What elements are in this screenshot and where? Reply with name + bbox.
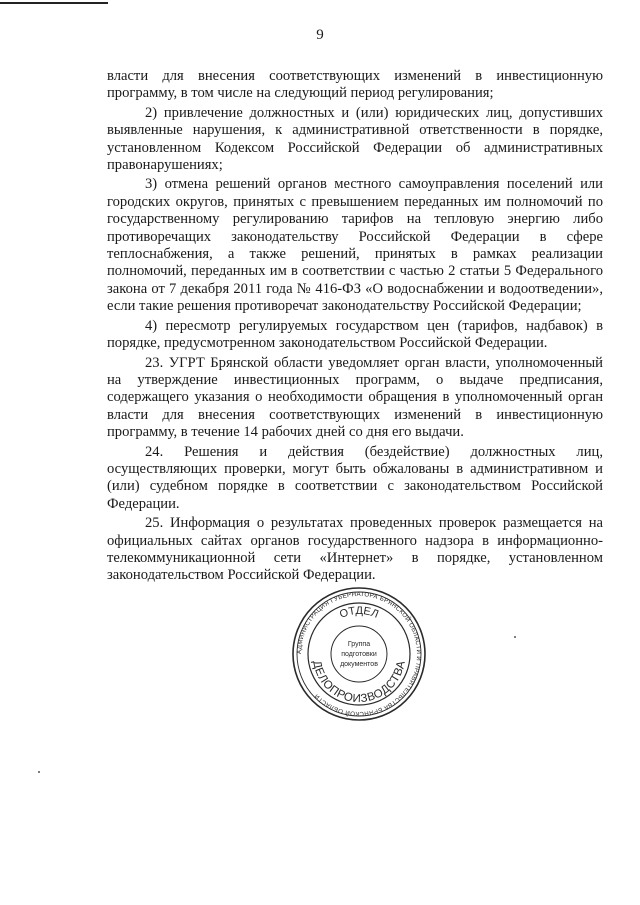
page-number: 9 [316,27,324,43]
scan-speck [514,636,516,638]
stamp-center-line-2: подготовки [341,651,377,658]
paragraph-item-2: 2) привлечение должностных и (или) юридических лиц, допустивших выявленные нарушения, к административной ответственности в порядке, установленном Кодексом Российской Федерации об административных правонарушениях; [107,104,603,174]
document-body [107,68,603,587]
scan-speck [38,771,40,773]
paragraph-continuation: власти для внесения соответствующих изменений в инвестиционную программу, в том числе на следующий период регулирования; [107,68,603,102]
paragraph-24: 24. Решения и действия (бездействие) должностных лиц, осуществляющих проверки, могут быть обжалованы в административном и (или) судебном порядке в соответствии с законодательством Российской Федерации. [107,443,603,512]
paragraph-25: 25. Информация о результатах проведенных проверок размещается на официальных сайтах органов государственного надзора в информационно-телекоммуникационной сети «Интернет» в порядке, установленном законодательством Российской Федерации. [107,515,603,584]
stamp-department-text: ОТДЕЛ [337,604,381,621]
paragraph-item-3: 3) отмена решений органов местного самоуправления поселений или городских округов, принятых с превышением переданных им полномочий по государственному регулированию тарифов на тепловую энергию либо противоречащих законодательству Российской Федерации в сфере теплоснабжения, а также решений, принятых в рамках реализации полномочий, переданных им в соответствии с частью 2 статьи 5 Федерального закона от 7 декабря 2011 года № 416-ФЗ «О водоснабжении и водоотведении», если такие решения противоречат законодательству Российской Федерации; [107,176,603,315]
stamp-center-line-1: Группа [347,641,371,648]
stamp-outer-ring-text: АДМИНИСТРАЦИЯ ГУБЕРНАТОРА БРЯНСКОЙ ОБЛАСТИ И ПРАВИТЕЛЬСТВА БРЯНСКОЙ ОБЛАСТИ [295,590,423,718]
official-stamp [283,586,435,722]
top-rule [0,2,108,4]
paragraph-23: 23. УГРТ Брянской области уведомляет орган власти, уполномоченный на утверждение инвестиционных программ, о выдаче предписания, содержащего указания о необходимости обращения в уполномоченный орган власти для внесения соответствующих изменений в инвестиционную программу, в течение 14 рабочих дней со дня его выдачи. [107,354,603,441]
stamp-office-text: ДЕЛОПРОИЗВОДСТВА [310,659,408,706]
paragraph-item-4: 4) пересмотр регулируемых государством цен (тарифов, надбавок) в порядке, предусмотренном законодательством Российской Федерации. [107,317,603,352]
stamp-center-line-3: документов [340,661,378,668]
svg-text:ОТДЕЛ [338,605,380,621]
